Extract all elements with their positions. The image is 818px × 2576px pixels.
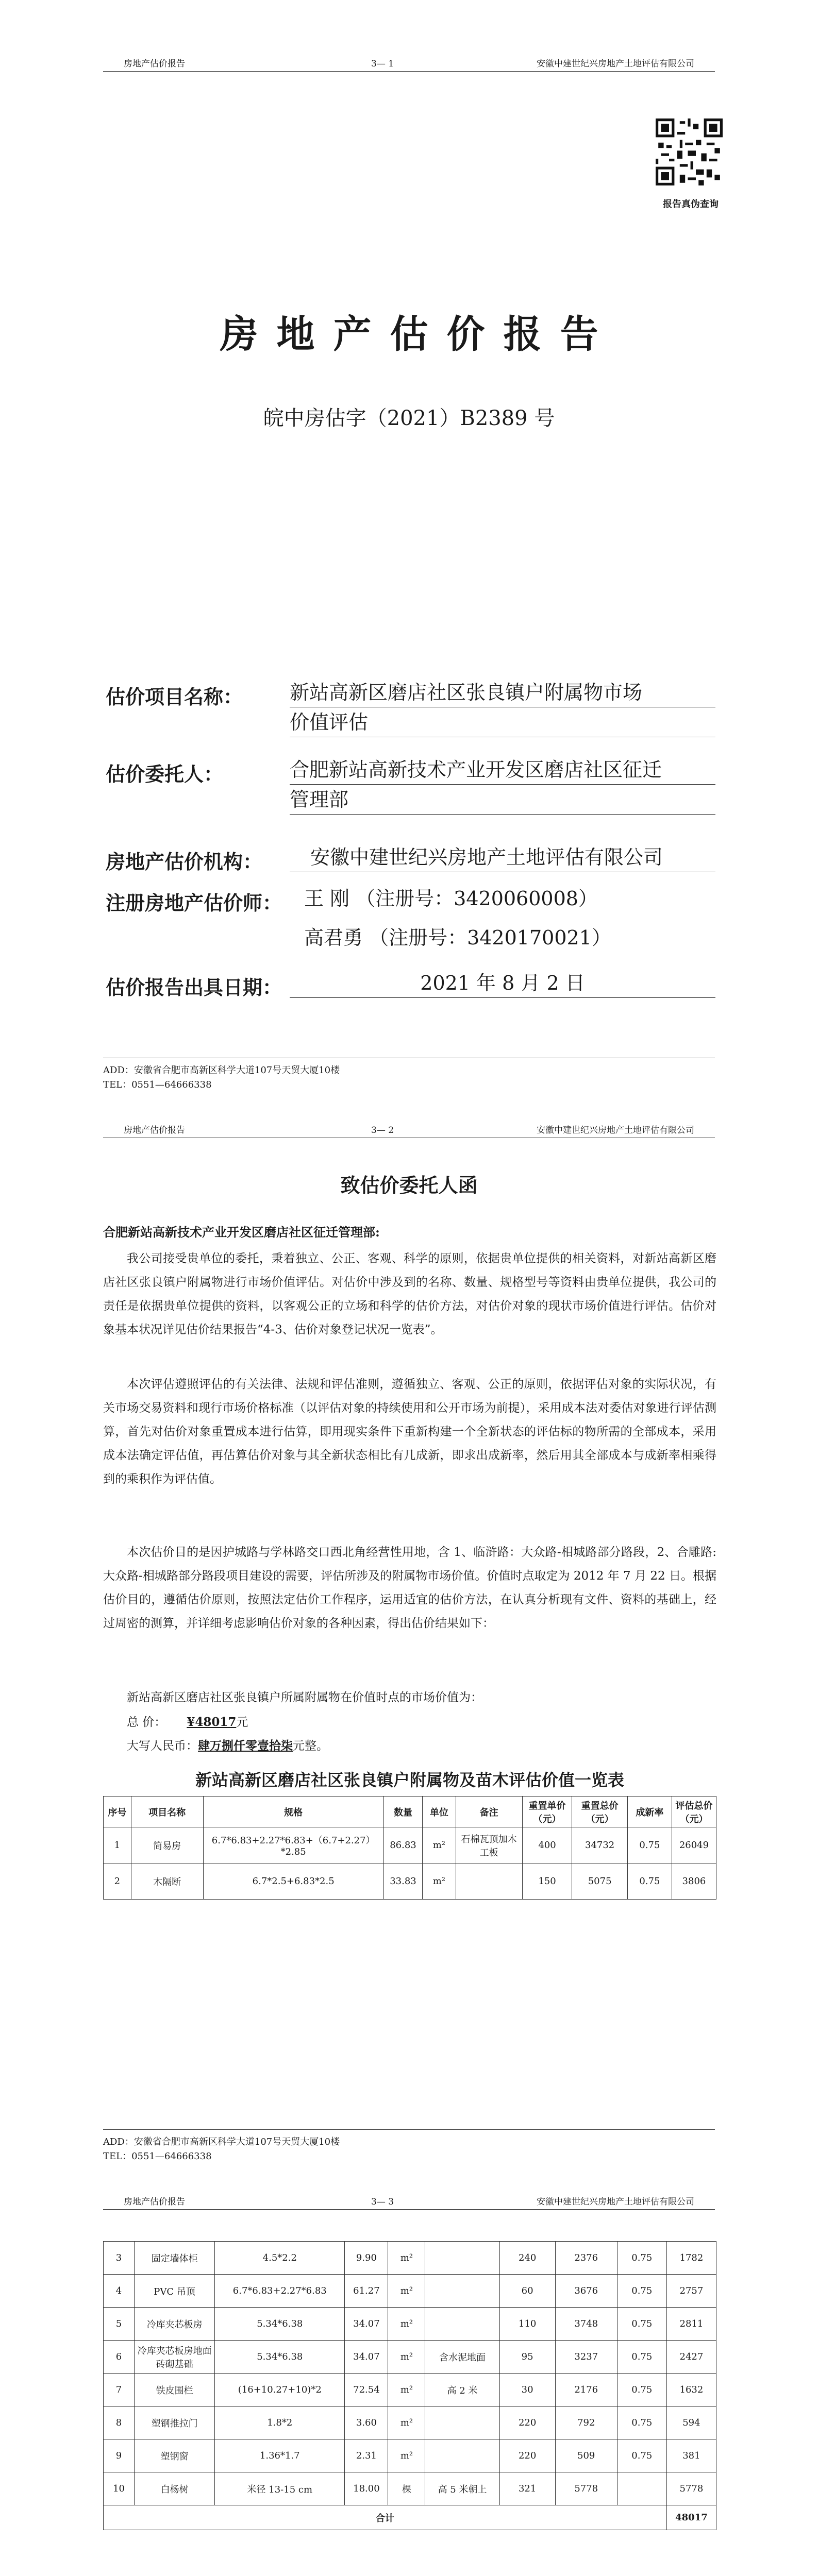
letter-paragraph-3: 本次估价目的是因护城路与学林路交口西北角经营性用地，含 1、临浒路：大众路-相城路部分路段，2、合雕路:大众路-相城路部分路段项目建设的需要，评估所涉及的附属物市场价值。价值时点取定为 2012 年 7 月 22 日。根据估价目的，遵循估价原则，按照法定估价工作程序，运用适宜的估价方法，在认真分析现有文件、资料的基础上，经过周密的测算，并详细考虑影响估价对象的各种因素，得出估价结果如下： bbox=[103, 1546, 716, 1630]
letter-addressee: 合肥新站高新技术产业开发区磨店社区征迁管理部: bbox=[103, 1225, 380, 1240]
date-value: 2021 年 8 月 2 日 bbox=[290, 969, 715, 998]
page-footer bbox=[103, 2129, 715, 2164]
table-row bbox=[104, 2341, 716, 2374]
total-value-cell: 48017 bbox=[666, 2505, 716, 2530]
table-cell: 1632 bbox=[666, 2374, 716, 2406]
date-label: 估价报告出具日期： bbox=[106, 976, 282, 999]
total-price-line bbox=[103, 1710, 716, 1734]
table-cell: 3 bbox=[104, 2242, 135, 2275]
table-cell: 8 bbox=[104, 2406, 135, 2439]
table-cell: 米径 13-15 cm bbox=[215, 2472, 345, 2505]
appraiser-2: 高君勇 （注册号：3420170021） bbox=[304, 926, 611, 949]
table-cell: 3748 bbox=[555, 2308, 617, 2341]
rmb-value: 肆万捌仟零壹拾柒 bbox=[198, 1739, 293, 1753]
table-cell: 5.34*6.38 bbox=[215, 2341, 345, 2374]
table-cell: 冷库夹芯板房 bbox=[135, 2308, 215, 2341]
table-cell: 61.27 bbox=[345, 2275, 388, 2308]
header-page-number: 3— 2 bbox=[371, 1125, 394, 1136]
page-header bbox=[103, 52, 715, 72]
table-cell: 0.75 bbox=[617, 2275, 666, 2308]
footer-tel: TEL：0551—64666338 bbox=[103, 1079, 212, 1090]
qr-code-icon[interactable] bbox=[656, 118, 723, 185]
client-line1: 合肥新站高新技术产业开发区磨店社区征迁 bbox=[290, 755, 715, 785]
table-cell bbox=[425, 2242, 499, 2275]
table-cell: 6.7*2.5+6.83*2.5 bbox=[203, 1863, 383, 1900]
table-cell: m² bbox=[388, 2308, 425, 2341]
footer-address: ADD：安徽省合肥市高新区科学大道107号天贸大厦10楼 bbox=[103, 1065, 340, 1076]
page-header bbox=[103, 2190, 715, 2210]
table-cell: 240 bbox=[499, 2242, 555, 2275]
table-row bbox=[104, 1827, 716, 1863]
total-label-cell: 合计 bbox=[104, 2505, 667, 2530]
table-cell: 2757 bbox=[666, 2275, 716, 2308]
table-row bbox=[104, 2275, 716, 2308]
table-cell: 400 bbox=[522, 1827, 572, 1863]
table-cell: PVC 吊顶 bbox=[135, 2275, 215, 2308]
table-cell: 34.07 bbox=[345, 2308, 388, 2341]
th-unit: 单位 bbox=[423, 1797, 456, 1827]
table-cell: 1.8*2 bbox=[215, 2406, 345, 2439]
table-cell: 简易房 bbox=[131, 1827, 203, 1863]
table-cell: 2427 bbox=[666, 2341, 716, 2374]
table-cell bbox=[425, 2439, 499, 2472]
table-row bbox=[104, 2242, 716, 2275]
th-index: 序号 bbox=[104, 1797, 131, 1827]
table-cell: 白杨树 bbox=[135, 2472, 215, 2505]
header-left: 房地产估价报告 bbox=[124, 2197, 185, 2207]
th-note: 备注 bbox=[456, 1797, 522, 1827]
table-cell bbox=[617, 2472, 666, 2505]
table-cell: 72.54 bbox=[345, 2374, 388, 2406]
header-left: 房地产估价报告 bbox=[124, 59, 185, 69]
table-cell: 6.7*6.83+2.27*6.83 bbox=[215, 2275, 345, 2308]
table-cell: 3.60 bbox=[345, 2406, 388, 2439]
table-cell: m² bbox=[388, 2275, 425, 2308]
table-cell: 95 bbox=[499, 2341, 555, 2374]
th-valuation: 评估总价（元） bbox=[672, 1797, 716, 1827]
table-row bbox=[104, 1863, 716, 1900]
header-right: 安徽中建世纪兴房地产土地评估有限公司 bbox=[537, 2197, 694, 2207]
header-page-number: 3— 1 bbox=[371, 59, 394, 69]
client-label: 估价委托人： bbox=[106, 762, 224, 786]
table-cell: 固定墙体柜 bbox=[135, 2242, 215, 2275]
valuation-table bbox=[103, 1762, 716, 1900]
table-cell: 1 bbox=[104, 1827, 131, 1863]
valuation-table-continued bbox=[103, 2241, 716, 2530]
table-cell: 110 bbox=[499, 2308, 555, 2341]
th-item: 项目名称 bbox=[131, 1797, 203, 1827]
table-cell: 321 bbox=[499, 2472, 555, 2505]
table-cell bbox=[425, 2406, 499, 2439]
table-cell: m² bbox=[423, 1827, 456, 1863]
footer-address: ADD：安徽省合肥市高新区科学大道107号天贸大厦10楼 bbox=[103, 2137, 340, 2147]
agency-label: 房地产估价机构： bbox=[106, 850, 263, 873]
table-cell: 6 bbox=[104, 2341, 135, 2374]
client-line2: 管理部 bbox=[290, 785, 715, 815]
table-cell: 0.75 bbox=[617, 2374, 666, 2406]
table-continuation-page bbox=[0, 2179, 818, 2576]
table-cell: m² bbox=[388, 2406, 425, 2439]
table-cell: 高 5 米朝上 bbox=[425, 2472, 499, 2505]
table-cell: 4.5*2.2 bbox=[215, 2242, 345, 2275]
rmb-unit: 元整。 bbox=[293, 1739, 328, 1753]
table-row bbox=[104, 2374, 716, 2406]
table-cell: m² bbox=[388, 2439, 425, 2472]
table-cell bbox=[456, 1863, 522, 1900]
total-value: ¥48017 bbox=[187, 1715, 237, 1729]
table-cell: 220 bbox=[499, 2439, 555, 2472]
table-cell: 5778 bbox=[555, 2472, 617, 2505]
header-page-number: 3— 3 bbox=[371, 2197, 394, 2207]
qr-caption: 报告真伪查询 bbox=[663, 199, 719, 210]
table-cell: 86.83 bbox=[383, 1827, 422, 1863]
table-cell: 塑钢窗 bbox=[135, 2439, 215, 2472]
table-cell: 0.75 bbox=[617, 2341, 666, 2374]
table-cell: 0.75 bbox=[627, 1863, 672, 1900]
table-cell: 0.75 bbox=[617, 2439, 666, 2472]
table-cell: 高 2 米 bbox=[425, 2374, 499, 2406]
table-cell: 木隔断 bbox=[131, 1863, 203, 1900]
table-cell: 2811 bbox=[666, 2308, 716, 2341]
document-number: 皖中房估字（2021）B2389 号 bbox=[263, 406, 555, 430]
table-cell: m² bbox=[388, 2242, 425, 2275]
appraiser-1: 王 刚 （注册号：3420060008） bbox=[304, 887, 598, 910]
table-row bbox=[104, 2472, 716, 2505]
table-cell: 5075 bbox=[572, 1863, 628, 1900]
table-cell: 棵 bbox=[388, 2472, 425, 2505]
table-cell: 150 bbox=[522, 1863, 572, 1900]
table-cell: 9 bbox=[104, 2439, 135, 2472]
th-unit-price: 重置单价（元） bbox=[522, 1797, 572, 1827]
table-cell: 7 bbox=[104, 2374, 135, 2406]
letter-paragraph-2: 本次评估遵照评估的有关法律、法规和评估准则，遵循独立、客观、公正的原则，依据评估对象的实际状况，有关市场交易资料和现行市场价格标准（以评估对象的持续使用和公开市场为前提），采用成本法对委估对象进行评估测算，首先对估价对象重置成本进行估算，即用现实条件下重新构建一个全新状态的评估标的物所需的全部成本，采用成本法确定评估值，再估算估价对象与其全新状态相比有几成新，即求出成新率，然后用其全部成本与成新率相乘得到的乘积作为评估值。 bbox=[103, 1378, 716, 1486]
table-caption: 新站高新区磨店社区张良镇户附属物及苗木评估价值一览表 bbox=[195, 1770, 624, 1790]
rmb-label: 大写人民币： bbox=[127, 1739, 198, 1753]
table-cell: 5778 bbox=[666, 2472, 716, 2505]
table-cell bbox=[425, 2308, 499, 2341]
table-cell: m² bbox=[388, 2341, 425, 2374]
table-cell: 4 bbox=[104, 2275, 135, 2308]
cover-page bbox=[0, 0, 818, 1108]
table-cell bbox=[425, 2275, 499, 2308]
total-label: 总 价： bbox=[127, 1716, 166, 1729]
letter-paragraph-1: 我公司接受贵单位的委托，秉着独立、公正、客观、科学的原则，依据贵单位提供的相关资料，对新站高新区磨店社区张良镇户附属物进行市场价值评估。对估价中涉及到的名称、数量、规格型号等资料由贵单位提供，我公司的责任是依据贵单位提供的资料，以客观公正的立场和科学的估价方法，对估价对象的现状市场价值进行评估。估价对象基本状况详见估价结果报告“4-3、估价对象登记状况一览表”。 bbox=[103, 1252, 716, 1336]
table-cell: 0.75 bbox=[617, 2308, 666, 2341]
table-cell: 34732 bbox=[572, 1827, 628, 1863]
report-title: 房地产估价报告 bbox=[220, 312, 617, 357]
appraiser-label: 注册房地产估价师： bbox=[106, 891, 282, 914]
total-rmb-line bbox=[103, 1734, 716, 1758]
table-total-row bbox=[104, 2505, 716, 2530]
table-cell: 含水泥地面 bbox=[425, 2341, 499, 2374]
letter-paragraph-4: 新站高新区磨店社区张良镇户所属附属物在价值时点的市场价值为： bbox=[127, 1691, 482, 1704]
total-unit: 元 bbox=[236, 1716, 248, 1729]
table-cell: 509 bbox=[555, 2439, 617, 2472]
agency-value: 安徽中建世纪兴房地产土地评估有限公司 bbox=[290, 843, 715, 872]
th-spec: 规格 bbox=[203, 1797, 383, 1827]
table-row bbox=[104, 2308, 716, 2341]
table-cell: 3806 bbox=[672, 1863, 716, 1900]
project-name-line2: 价值评估 bbox=[290, 708, 715, 737]
table-cell: 2.31 bbox=[345, 2439, 388, 2472]
table-cell: 792 bbox=[555, 2406, 617, 2439]
table-cell: 石棉瓦顶加木工板 bbox=[456, 1827, 522, 1863]
table-cell: 冷库夹芯板房地面砖砌基础 bbox=[135, 2341, 215, 2374]
page-header bbox=[103, 1118, 715, 1138]
table-cell: 60 bbox=[499, 2275, 555, 2308]
table-cell: 34.07 bbox=[345, 2341, 388, 2374]
project-name-label: 估价项目名称： bbox=[106, 685, 243, 708]
table-cell: 5.34*6.38 bbox=[215, 2308, 345, 2341]
table-cell: 3676 bbox=[555, 2275, 617, 2308]
header-right: 安徽中建世纪兴房地产土地评估有限公司 bbox=[537, 1125, 694, 1136]
letter-title: 致估价委托人函 bbox=[340, 1174, 478, 1197]
table-cell: (16+10.27+10)*2 bbox=[215, 2374, 345, 2406]
table-cell: 铁皮围栏 bbox=[135, 2374, 215, 2406]
table-cell: 18.00 bbox=[345, 2472, 388, 2505]
header-right: 安徽中建世纪兴房地产土地评估有限公司 bbox=[537, 59, 694, 69]
table-cell: 塑钢推拉门 bbox=[135, 2406, 215, 2439]
th-qty: 数量 bbox=[383, 1797, 422, 1827]
table-cell: 594 bbox=[666, 2406, 716, 2439]
th-total-price: 重置总价（元） bbox=[572, 1797, 628, 1827]
table-cell: m² bbox=[423, 1863, 456, 1900]
table-cell: 33.83 bbox=[383, 1863, 422, 1900]
table-cell: 0.75 bbox=[617, 2406, 666, 2439]
footer-tel: TEL：0551—64666338 bbox=[103, 2151, 212, 2162]
table-cell: 3237 bbox=[555, 2341, 617, 2374]
table-row bbox=[104, 2406, 716, 2439]
table-cell: 0.75 bbox=[627, 1827, 672, 1863]
letter-page bbox=[0, 1108, 818, 2179]
table-cell: 10 bbox=[104, 2472, 135, 2505]
table-cell: 2376 bbox=[555, 2242, 617, 2275]
th-rate: 成新率 bbox=[627, 1797, 672, 1827]
table-cell: 6.7*6.83+2.27*6.83+（6.7+2.27）*2.85 bbox=[203, 1827, 383, 1863]
table-cell: 0.75 bbox=[617, 2242, 666, 2275]
table-cell: 5 bbox=[104, 2308, 135, 2341]
page-footer bbox=[103, 1058, 715, 1092]
table-cell: 9.90 bbox=[345, 2242, 388, 2275]
table-cell: 1782 bbox=[666, 2242, 716, 2275]
table-cell: 1.36*1.7 bbox=[215, 2439, 345, 2472]
table-cell: 220 bbox=[499, 2406, 555, 2439]
table-cell: 30 bbox=[499, 2374, 555, 2406]
table-cell: 26049 bbox=[672, 1827, 716, 1863]
header-left: 房地产估价报告 bbox=[124, 1125, 185, 1136]
table-cell: 381 bbox=[666, 2439, 716, 2472]
project-name-line1: 新站高新区磨店社区张良镇户附属物市场 bbox=[290, 678, 715, 707]
table-cell: 2176 bbox=[555, 2374, 617, 2406]
table-row bbox=[104, 2439, 716, 2472]
table-cell: m² bbox=[388, 2374, 425, 2406]
table-cell: 2 bbox=[104, 1863, 131, 1900]
